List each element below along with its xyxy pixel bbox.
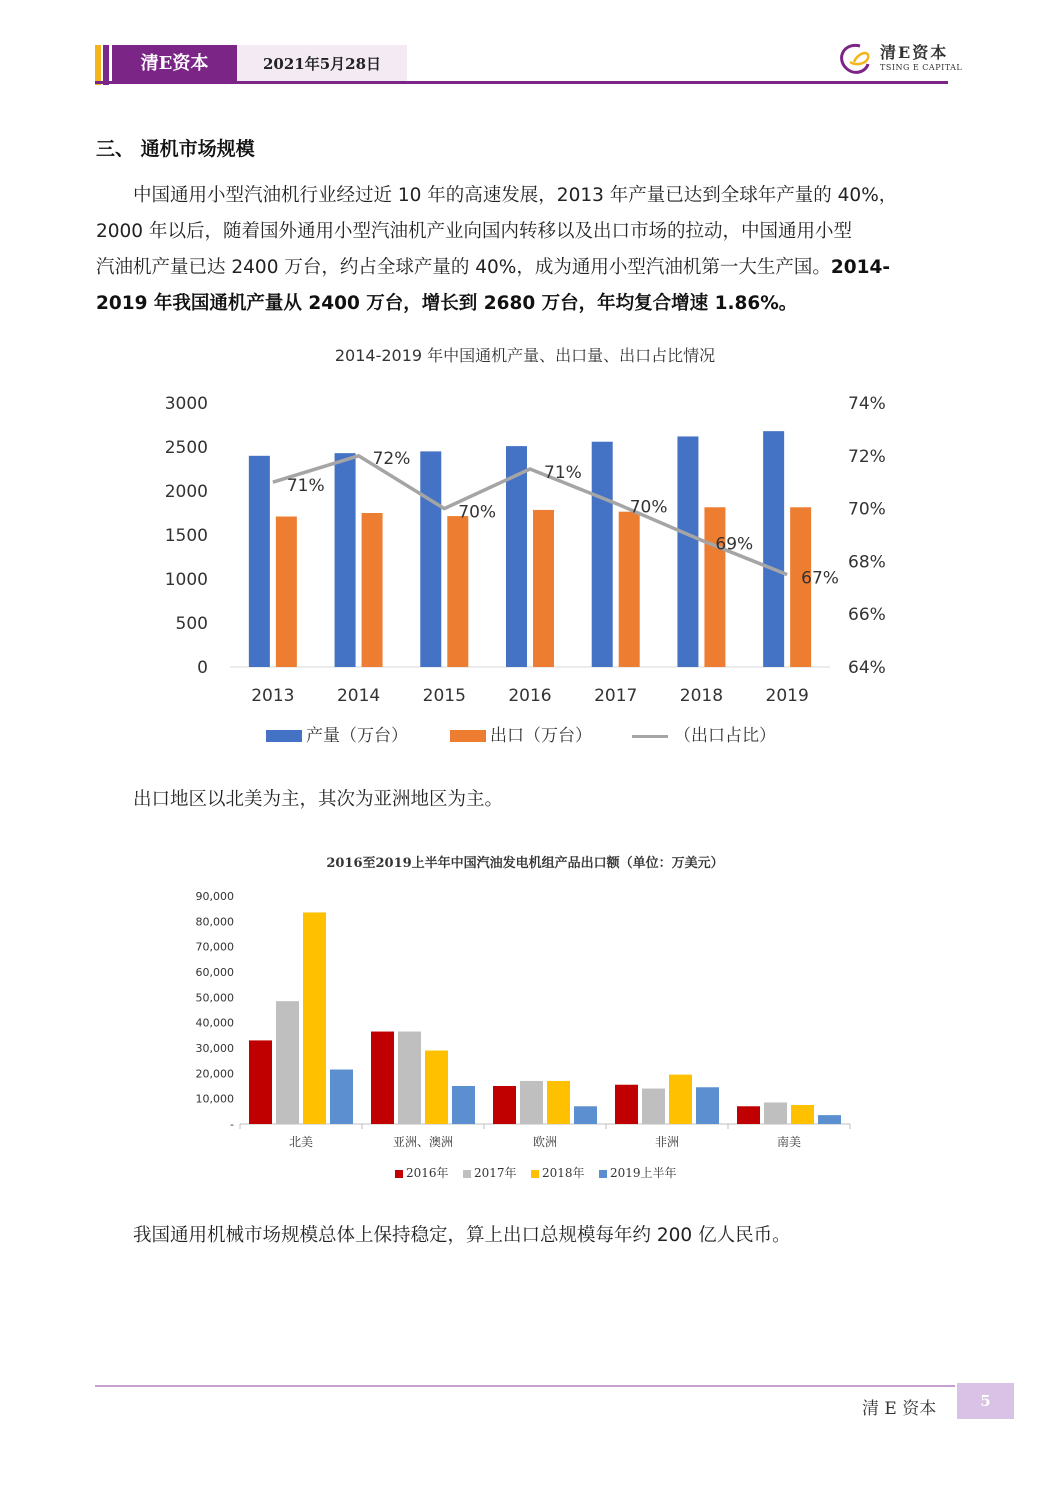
legend-2019h1: 2019上半年 — [599, 1163, 677, 1183]
paragraph-market-size: 我国通用机械市场规模总体上保持稳定，算上出口总规模每年约 200 亿人民币。 — [133, 1225, 791, 1246]
chart2-bar-2019上半年 — [818, 1115, 841, 1124]
chart2-bar-2017年 — [642, 1089, 665, 1124]
chart2-bar-2019上半年 — [330, 1070, 353, 1124]
header-divider — [95, 81, 948, 84]
chart1-y-left-tick: 2500 — [164, 438, 208, 458]
chart2-bar-2017年 — [764, 1102, 787, 1124]
logo-text-cn: 清E资本 — [880, 43, 949, 62]
chart2-bar-2016年 — [737, 1106, 760, 1124]
chart2-y-tick: 50,000 — [195, 991, 234, 1005]
chart2-bar-2019上半年 — [452, 1086, 475, 1124]
chart1-y-right-tick: 68% — [848, 552, 886, 573]
chart1-bar-production — [677, 436, 698, 667]
chart1-y-left-tick: 1000 — [164, 570, 208, 590]
chart1-bar-export — [447, 516, 468, 667]
chart2-x-tick: 非洲 — [654, 1135, 680, 1149]
chart1-y-left-tick: 2000 — [164, 482, 208, 502]
chart1-bar-production — [335, 453, 356, 667]
chart2-bar-2017年 — [276, 1001, 299, 1124]
legend-2017: 2017年 — [463, 1163, 517, 1183]
chart2-bar-2016年 — [615, 1085, 638, 1124]
chart2-bar-2018年 — [303, 912, 326, 1124]
section-title: 三、 通机市场规模 — [96, 138, 255, 160]
paragraph-intro — [96, 178, 971, 322]
chart2-bar-2019上半年 — [696, 1087, 719, 1124]
chart1-production-export — [150, 385, 910, 710]
para1-line3: 汽油机产量已达 2400 万台，约占全球产量的 40%，成为通用小型汽油机第一大生产国。 — [96, 257, 831, 278]
chart1-bar-export — [362, 513, 383, 667]
chart1-ratio-label: 70% — [629, 497, 668, 518]
chart2-y-tick: 10,000 — [195, 1092, 234, 1106]
chart1-bar-production — [592, 442, 613, 667]
chart1-ratio-label: 72% — [372, 448, 411, 469]
chart1-y-right-tick: 64% — [848, 658, 886, 678]
footer-divider — [95, 1385, 955, 1387]
chart1-ratio-label: 71% — [286, 476, 325, 497]
chart2-bar-2017年 — [520, 1081, 543, 1124]
chart2-bar-2016年 — [249, 1040, 272, 1124]
chart1-x-tick: 2016 — [508, 686, 552, 706]
chart2-y-tick: 40,000 — [195, 1016, 234, 1030]
chart1-ratio-label: 70% — [458, 502, 497, 523]
legend-2016: 2016年 — [395, 1163, 449, 1183]
header-brand: 清E资本 — [112, 45, 237, 83]
chart1-y-right-tick: 66% — [848, 605, 886, 626]
chart2-y-tick: 60,000 — [195, 966, 234, 979]
chart2-bar-2016年 — [371, 1032, 394, 1124]
chart1-x-tick: 2018 — [679, 686, 724, 706]
legend-export-ratio: （出口占比） — [632, 722, 776, 750]
header-accent-yellow — [95, 45, 101, 85]
chart1-y-left-tick: 500 — [175, 614, 208, 634]
chart1-y-left-tick: 1500 — [164, 526, 208, 546]
chart1-y-left-tick: 0 — [197, 658, 208, 678]
chart1-x-tick: 2019 — [765, 686, 809, 706]
chart2-bar-2018年 — [425, 1051, 448, 1124]
chart2-bar-2018年 — [547, 1081, 570, 1124]
chart2-y-tick: - — [230, 1118, 234, 1131]
paragraph-export-regions: 出口地区以北美为主，其次为亚洲地区为主。 — [133, 789, 504, 810]
chart1-bar-export — [619, 512, 640, 667]
chart1-ratio-label: 71% — [544, 463, 582, 483]
chart2-x-tick: 亚洲、澳洲 — [392, 1135, 454, 1149]
para1-line1: 中国通用小型汽油机行业经过近 10 年的高速发展，2013 年产量已达到全球年产量的 40%， — [133, 185, 898, 206]
chart2-bar-2018年 — [791, 1105, 814, 1124]
chart2-y-tick: 20,000 — [195, 1067, 234, 1081]
chart1-ratio-label: 67% — [801, 568, 839, 589]
chart2-export-value — [180, 880, 870, 1155]
chart1-bar-export — [276, 517, 297, 667]
chart1-bar-production — [420, 451, 441, 667]
chart2-bar-2017年 — [398, 1032, 421, 1124]
logo-text-en: TSING E CAPITAL — [880, 63, 963, 72]
chart1-x-tick: 2013 — [251, 686, 295, 706]
legend-export: 出口（万台） — [450, 722, 592, 750]
chart1-y-right-tick: 74% — [848, 394, 886, 414]
chart2-y-tick: 90,000 — [195, 890, 234, 903]
chart2-bar-2019上半年 — [574, 1106, 597, 1124]
header-date: 2021年5月28日 — [237, 45, 407, 83]
chart1-bar-production — [249, 456, 270, 667]
chart1-y-right-tick: 70% — [848, 499, 886, 520]
header-accent-purple — [103, 45, 109, 85]
legend-2018: 2018年 — [531, 1163, 585, 1183]
chart1-bar-export — [704, 507, 725, 667]
chart2-bar-2016年 — [493, 1086, 516, 1124]
chart2-x-tick: 北美 — [288, 1135, 314, 1149]
chart1-x-tick: 2015 — [422, 686, 466, 706]
chart2-title: 2016至2019上半年中国汽油发电机组产品出口额（单位：万美元） — [326, 856, 724, 871]
chart2-y-tick: 80,000 — [195, 915, 234, 929]
chart2-y-tick: 70,000 — [195, 940, 234, 954]
chart2-y-tick: 30,000 — [195, 1042, 234, 1055]
footer-brand: 清 E 资本 — [862, 1399, 937, 1419]
chart1-x-tick: 2017 — [594, 686, 638, 706]
chart1-bar-export — [533, 510, 554, 667]
para1-line2: 2000 年以后，随着国外通用小型汽油机产业向国内转移以及出口市场的拉动，中国通用小型 — [96, 221, 852, 242]
chart1-ratio-label: 69% — [715, 534, 754, 555]
legend-production: 产量（万台） — [266, 722, 408, 750]
chart1-title: 2014-2019 年中国通机产量、出口量、出口占比情况 — [334, 346, 716, 365]
chart1-y-left-tick: 3000 — [164, 394, 208, 414]
chart2-bar-2018年 — [669, 1075, 692, 1124]
chart2-x-tick: 南美 — [776, 1135, 802, 1149]
chart1-bar-production — [763, 431, 784, 667]
chart1-y-right-tick: 72% — [848, 446, 886, 467]
page-number: 5 — [957, 1383, 1014, 1419]
para1-line3-bold: 2014- — [830, 257, 891, 278]
para1-line4-bold: 2019 年我国通机产量从 2400 万台，增长到 2680 万台，年均复合增速 1.86%。 — [96, 293, 798, 314]
chart2-x-tick: 欧洲 — [532, 1135, 558, 1149]
chart1-x-tick: 2014 — [336, 686, 381, 706]
